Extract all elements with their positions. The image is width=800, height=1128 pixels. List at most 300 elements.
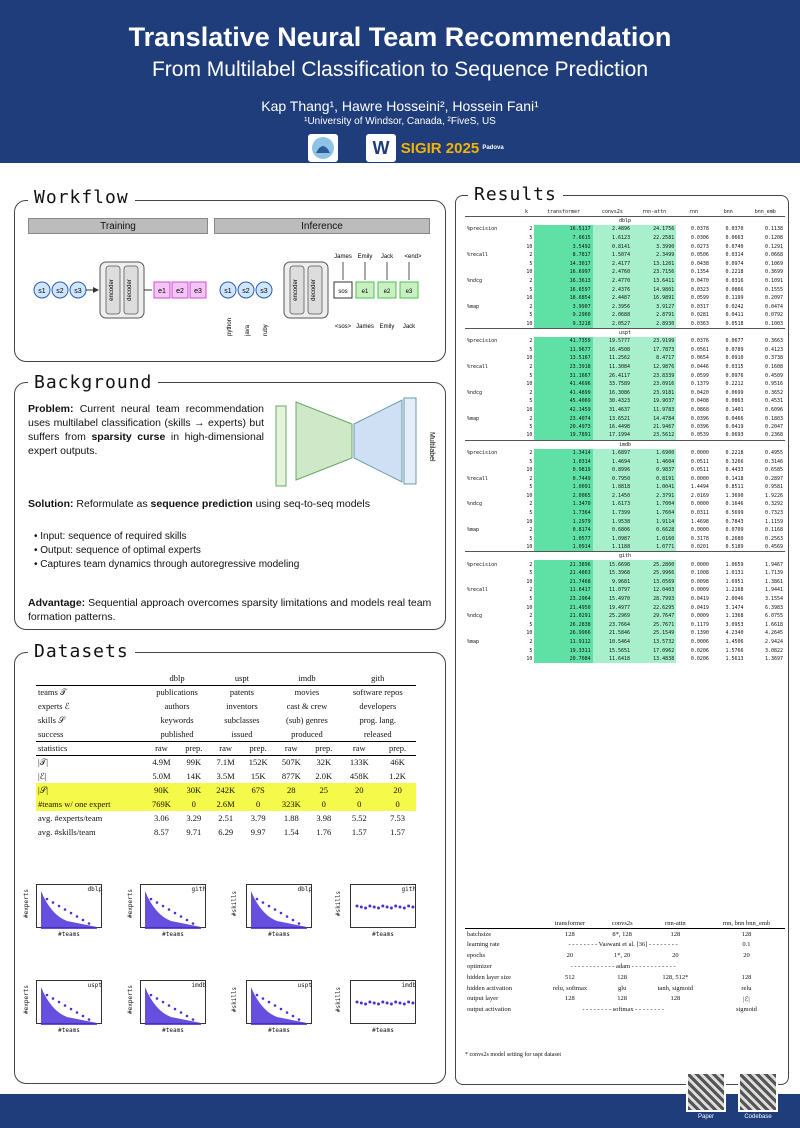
table-cell: 3.29 [186, 813, 202, 823]
hyper-row [465, 1004, 785, 1015]
results-cell: 0.0006 [690, 638, 709, 645]
results-cell: 1.4494 [690, 484, 709, 491]
paper-qr[interactable] [686, 1072, 726, 1112]
results-cell: 5 [529, 535, 533, 542]
results-cell: 10 [526, 467, 533, 474]
metric-name: %map [467, 303, 480, 310]
results-cell: 9.3218 [534, 320, 592, 329]
table-cell: keywords [160, 715, 194, 725]
results-cell: 23.4074 [534, 414, 592, 423]
datasets-stats-row [36, 755, 416, 769]
hyper-cell: 20 [743, 952, 750, 960]
results-cell: 0.1003 [764, 320, 783, 327]
results-row [465, 474, 785, 483]
results-cell: 11.6417 [534, 586, 592, 595]
codebase-qr[interactable] [738, 1072, 778, 1112]
hyper-row [465, 929, 785, 940]
results-cell: 0.4433 [725, 467, 744, 474]
results-cell: 1.3697 [764, 656, 783, 663]
results-cell: 0.0396 [690, 424, 709, 431]
results-cell: 2.0169 [690, 492, 709, 499]
results-header-row [465, 208, 785, 217]
results-section-row [465, 328, 785, 337]
hyper-cell: 128 [565, 930, 575, 938]
results-cell: 0.1418 [725, 475, 744, 482]
hyper-cell: 512 [565, 973, 575, 981]
hyper-row [465, 972, 785, 983]
hyper-col-header: convs2s [611, 919, 633, 927]
hyper-cell: sigmoid [735, 1006, 757, 1014]
results-cell: 0.8141 [593, 242, 632, 251]
results-row [465, 380, 785, 389]
metric-name [465, 406, 519, 415]
results-cell: 0.7323 [764, 510, 783, 517]
results-cell: 1.0160 [632, 535, 676, 544]
metric-name [465, 294, 519, 303]
inf-bot-2: Emily [379, 324, 395, 330]
table-cell: inventors [226, 701, 258, 711]
results-cell: 1.1188 [593, 543, 632, 552]
metric-name [465, 268, 519, 277]
table-cell: 5.52 [351, 813, 367, 823]
results-cell: 1.9226 [764, 492, 783, 499]
results-cell: 1.5074 [593, 251, 632, 260]
inf-tok-3: e3 [405, 289, 413, 295]
results-section-row [465, 440, 785, 449]
results-cell: 4.2645 [764, 630, 783, 637]
solution-paragraph [28, 497, 436, 511]
results-cell: 10 [526, 269, 533, 276]
results-cell: 0.0378 [690, 226, 709, 233]
train-out-0: e1 [158, 288, 166, 295]
inf-bot-3: Jack [402, 324, 416, 330]
table-cell: teams 𝒯 [36, 685, 145, 699]
results-cell: 5 [529, 346, 533, 353]
results-cell: 1.9467 [764, 561, 783, 568]
results-cell: 0.0506 [690, 252, 709, 259]
results-cell: 0.0311 [690, 510, 709, 517]
results-cell: 0.0000 [690, 561, 709, 568]
poster-subtitle: From Multilabel Classification to Sequence Prediction [151, 58, 649, 81]
hyper-param: epochs [467, 952, 486, 960]
results-cell: 10 [526, 406, 533, 413]
plot-xlabel: #teams [58, 1027, 80, 1034]
problem-paragraph [28, 402, 264, 458]
results-cell: 2.3956 [593, 303, 632, 312]
results-cell: 19.5777 [593, 337, 632, 346]
results-cell: 1.7139 [764, 570, 783, 577]
results-cell: 0.0693 [725, 432, 744, 439]
results-row [465, 397, 785, 406]
results-row [465, 406, 785, 415]
table-cell: 0 [339, 797, 379, 811]
results-row [465, 449, 785, 458]
results-cell: 0.0000 [690, 501, 709, 508]
results-cell: 1.3414 [534, 449, 592, 458]
results-cell: 21.9467 [632, 423, 676, 432]
results-title: Results [468, 184, 563, 205]
table-cell: 7.53 [390, 813, 405, 823]
results-cell: 18.6854 [534, 294, 592, 303]
results-cell: 0.1401 [725, 406, 744, 413]
results-cell: 2.9424 [764, 638, 783, 645]
multilabel-figure [272, 392, 438, 490]
results-cell: 1.0914 [534, 543, 592, 552]
results-row [465, 268, 785, 277]
plot-title: dblp [297, 886, 312, 893]
results-cell: 0.0317 [690, 303, 709, 310]
hyper-cell: 0.1 [742, 941, 751, 949]
table-cell: 3.06 [154, 813, 169, 823]
codebase-qr-label: Codebase [744, 1114, 772, 1120]
results-cell: 3.1554 [764, 596, 783, 603]
results-cell: 11.0797 [593, 586, 632, 595]
results-cell: 2.4487 [593, 294, 632, 303]
bullet-item: • Input: sequence of required skills [34, 530, 434, 544]
hyper-cell: 1*, 20 [614, 952, 631, 960]
results-cell: 1.0131 [725, 570, 744, 577]
results-cell: 15.3968 [593, 569, 632, 578]
problem-label: Problem: [28, 403, 74, 415]
results-cell: 19.4977 [593, 603, 632, 612]
logo-row [300, 134, 620, 162]
table-cell: 323K [274, 797, 308, 811]
results-cell: 1.6618 [764, 621, 783, 628]
results-cell: 5 [529, 458, 533, 465]
results-cell: 2.8930 [632, 320, 676, 329]
results-row [465, 526, 785, 535]
metric-name [465, 569, 519, 578]
results-row [465, 303, 785, 312]
inf-word-2: ruby [263, 324, 269, 336]
hyper-cell: 20 [672, 952, 679, 960]
results-col-header: bnn [723, 209, 733, 216]
table-cell: 9.97 [250, 827, 266, 837]
table-cell: prep. [379, 741, 416, 755]
results-cell: 10 [526, 492, 533, 499]
metric-name [465, 380, 519, 389]
results-cell: 0.0740 [725, 243, 744, 250]
poster-title: Translative Neural Team Recommendation [128, 22, 672, 52]
results-cell: 13.0569 [632, 578, 676, 587]
results-cell: 1.4698 [690, 518, 709, 525]
table-cell: raw [274, 741, 308, 755]
results-cell: 0.0376 [690, 338, 709, 345]
metric-name: %ndcg [467, 278, 483, 285]
metric-name: %map [467, 527, 480, 534]
solution-bold: sequence prediction [150, 498, 253, 510]
results-cell: 0.1390 [690, 630, 709, 637]
metric-name: %ndcg [467, 613, 483, 620]
table-cell: prep. [178, 741, 209, 755]
plot-xlabel: #teams [268, 931, 290, 938]
results-cell: 1.0041 [632, 483, 676, 492]
table-cell: raw [339, 741, 379, 755]
results-cell: 10.5464 [593, 638, 632, 647]
results-cell: 10 [526, 518, 533, 525]
results-cell: 0.0408 [690, 398, 709, 405]
metric-name: %ndcg [467, 501, 483, 508]
results-cell: 0.0976 [725, 372, 744, 379]
results-cell: 0.2047 [764, 424, 783, 431]
results-cell: 23.0916 [632, 380, 676, 389]
results-cell: 0.0863 [725, 398, 744, 405]
results-cell: 21.5846 [593, 629, 632, 638]
results-row [465, 346, 785, 355]
hyper-cell: tanh, sigmoid [657, 984, 694, 992]
results-cell: 2.3791 [632, 492, 676, 501]
results-cell: 10 [526, 355, 533, 362]
results-cell: 0.0868 [690, 406, 709, 413]
datasets-desc-row [36, 685, 416, 699]
results-cell: 0.3738 [764, 355, 783, 362]
metric-name [465, 397, 519, 406]
results-cell: 25.1549 [632, 629, 676, 638]
results-cell: 4.2340 [725, 630, 744, 637]
results-cell: 0.0910 [725, 355, 744, 362]
table-cell: 1.57 [351, 827, 367, 837]
results-cell: 2 [529, 475, 533, 482]
metric-name: %recall [467, 252, 489, 259]
results-cell: 0.0792 [764, 312, 783, 319]
results-cell: 10 [526, 544, 533, 551]
results-cell: 1.3470 [534, 500, 592, 509]
inf-tok-1: e1 [361, 289, 369, 295]
table-cell: 7.1M [209, 755, 242, 769]
results-cell: 3.3990 [632, 242, 676, 251]
results-cell: 0.7843 [725, 518, 744, 525]
results-cell: 0.0420 [690, 389, 709, 396]
results-cell: 0.0419 [690, 604, 709, 611]
bullet-item: • Output: sequence of optimal experts [34, 544, 434, 558]
results-col-header: k [524, 209, 528, 216]
results-cell: 0.3663 [764, 338, 783, 345]
results-cell: 14.3017 [534, 260, 592, 269]
table-cell: avg. #skills/team [38, 827, 96, 837]
table-cell: 25 [308, 783, 339, 797]
dataset-col-name: uspt [234, 672, 249, 683]
results-cell: 5 [529, 484, 533, 491]
results-cell: 11.6418 [593, 655, 632, 664]
metric-name [465, 346, 519, 355]
results-cell: 5 [529, 235, 533, 242]
table-cell: 3.98 [316, 813, 332, 823]
results-cell: 21.7468 [534, 578, 592, 587]
results-cell: 28.7993 [632, 595, 676, 604]
results-row [465, 388, 785, 397]
results-cell: 2.0688 [593, 311, 632, 320]
results-cell: 25.7671 [632, 621, 676, 630]
results-cell: 1.6951 [725, 578, 744, 585]
results-cell: 0.0314 [725, 252, 744, 259]
metric-name [465, 655, 519, 664]
table-cell: movies [274, 685, 339, 699]
results-cell: 0.0000 [690, 475, 709, 482]
results-cell: 0.1208 [764, 235, 783, 242]
datasets-stats-row [36, 769, 416, 783]
hyper-cell: - - - - - - - - softmax - - - - - - - - [582, 1006, 664, 1014]
results-cell: 20.4973 [534, 423, 592, 432]
table-cell: skills 𝒮 [38, 714, 65, 725]
results-cell: 0.1199 [725, 295, 744, 302]
results-cell: 0.1008 [690, 570, 709, 577]
results-cell: 1.2168 [725, 587, 744, 594]
plot-title: gith [401, 886, 416, 893]
results-cell: 0.0518 [725, 320, 744, 327]
results-cell: 0.9516 [764, 381, 783, 388]
hyperparam-table [465, 918, 785, 1015]
results-cell: 23.9199 [632, 337, 676, 346]
hyper-cell: 128 [565, 995, 575, 1003]
dataset-plot [335, 880, 422, 938]
results-cell: 10 [526, 432, 533, 439]
results-cell: 0.3652 [764, 389, 783, 396]
datasets-table [36, 671, 416, 839]
hyper-cell [708, 961, 785, 972]
results-cell: 0.0206 [690, 656, 709, 663]
metric-name [465, 431, 519, 440]
hyper-cell: 8*, 128 [612, 930, 632, 938]
results-cell: 0.0363 [690, 320, 709, 327]
results-cell: 2.0527 [593, 320, 632, 329]
table-cell: produced [291, 728, 323, 739]
paper-qr-label: Paper [697, 1114, 714, 1120]
results-cell: 0.0511 [690, 458, 709, 465]
results-row [465, 371, 785, 380]
results-cell: 0.0098 [690, 578, 709, 585]
uwindsor-logo: W [366, 134, 396, 162]
results-cell: 2.8791 [632, 311, 676, 320]
results-cell: 5 [529, 424, 533, 431]
plot-ylabel: #experts [126, 889, 134, 918]
metric-name [465, 517, 519, 526]
hyper-cell: - - - - - - - - - - - - adam - - - - - - - - - - - - [570, 963, 676, 971]
results-cell: 11.2562 [593, 354, 632, 363]
results-cell: 0.0699 [725, 389, 744, 396]
results-cell: 12.0403 [632, 586, 676, 595]
plot-title: uspt [87, 982, 102, 989]
results-cell: 2.1450 [593, 492, 632, 501]
results-cell: 1.5613 [725, 656, 744, 663]
results-cell: 0.0000 [690, 527, 709, 534]
results-cell: 0.9837 [632, 466, 676, 475]
results-cell: 26.2838 [534, 621, 592, 630]
datasets-stats-row [36, 811, 416, 825]
results-cell: 45.4069 [534, 397, 592, 406]
results-cell: 5 [529, 260, 533, 267]
inf-word-1: java [245, 324, 251, 336]
inf-in-0: s1 [224, 288, 232, 295]
results-cell: 9.9681 [593, 578, 632, 587]
train-outputs [154, 282, 206, 298]
hyperparam-note: * convs2s model setting for uspt dataset [465, 1052, 561, 1058]
results-cell: 0.2368 [764, 432, 783, 439]
results-cell: 1.7604 [632, 509, 676, 518]
results-cell: 17.7873 [632, 346, 676, 355]
results-cell: 6.3983 [764, 604, 783, 611]
results-cell: 0.3699 [764, 269, 783, 276]
multilabel-text: Multilabel [428, 432, 435, 462]
inf-top-1: Emily [357, 254, 373, 260]
dataset-plot [128, 880, 212, 938]
results-cell: 0.0599 [690, 295, 709, 302]
table-cell: 9.71 [186, 827, 202, 837]
results-cell: 0.0668 [764, 252, 783, 259]
results-cell: 13.6521 [593, 414, 632, 423]
table-cell: authors [164, 701, 190, 711]
train-out-1: e2 [176, 288, 184, 295]
results-section-name: gith [465, 552, 785, 561]
results-cell: 1.0771 [632, 543, 676, 552]
results-row [465, 560, 785, 569]
results-cell: 16.6597 [534, 285, 592, 294]
results-cell: 16.4508 [593, 346, 632, 355]
results-cell: 0.0370 [725, 226, 744, 233]
results-cell: 1.0091 [534, 483, 592, 492]
table-cell: 20 [379, 783, 416, 797]
metric-name: %map [467, 415, 480, 422]
hyper-cell: 128 [617, 995, 628, 1003]
inference-bar: Inference [214, 218, 430, 234]
results-cell: 0.1608 [764, 363, 783, 370]
results-row [465, 234, 785, 243]
results-cell: 14.4784 [632, 414, 676, 423]
table-cell: subclasses [224, 715, 260, 725]
results-cell: 2.0065 [534, 492, 592, 501]
results-cell: 0.0009 [690, 587, 709, 594]
table-cell: 1.88 [283, 813, 299, 823]
hyper-cell: glu [618, 984, 627, 992]
table-cell: #teams w/ one expert [36, 797, 145, 811]
hyper-cell: 20 [566, 952, 574, 960]
results-cell: 41.4696 [534, 380, 592, 389]
table-cell: prep. [308, 741, 339, 755]
metric-name [465, 492, 519, 501]
results-cell: 1.6900 [632, 449, 676, 458]
results-row [465, 225, 785, 234]
results-cell: 2.3499 [632, 251, 676, 260]
results-cell: 0.1354 [690, 269, 709, 276]
results-cell: 23.5612 [632, 431, 676, 440]
table-cell: patents [209, 685, 274, 699]
results-cell: 1.6897 [593, 449, 632, 458]
dataset-col-name: gith [371, 672, 385, 683]
table-cell: 133K [339, 755, 379, 769]
table-cell: statistics [36, 741, 145, 755]
inf-tok-0: sos [338, 289, 348, 295]
results-cell: 13.6411 [632, 277, 676, 286]
metric-name [465, 285, 519, 294]
inf-encoder-label: encoder [293, 279, 299, 301]
train-encoder-label: encoder [109, 279, 115, 301]
results-cell: 0.0419 [725, 424, 744, 431]
results-cell: 0.7449 [534, 474, 592, 483]
results-row [465, 242, 785, 251]
table-cell: 20 [339, 783, 379, 797]
results-cell: 1.9441 [764, 587, 783, 594]
results-cell: 2 [529, 638, 533, 645]
results-cell: 0.6806 [593, 526, 632, 535]
metric-name: %ndcg [467, 389, 483, 396]
results-cell: 3.1474 [725, 604, 744, 611]
results-row [465, 543, 785, 552]
lab-logo [308, 134, 338, 162]
table-cell: 15K [250, 771, 266, 781]
results-cell: 13.5167 [534, 354, 592, 363]
results-cell: 8.4717 [632, 354, 676, 363]
dataset-plot [128, 976, 212, 1034]
results-cell: 16.3613 [534, 277, 592, 286]
